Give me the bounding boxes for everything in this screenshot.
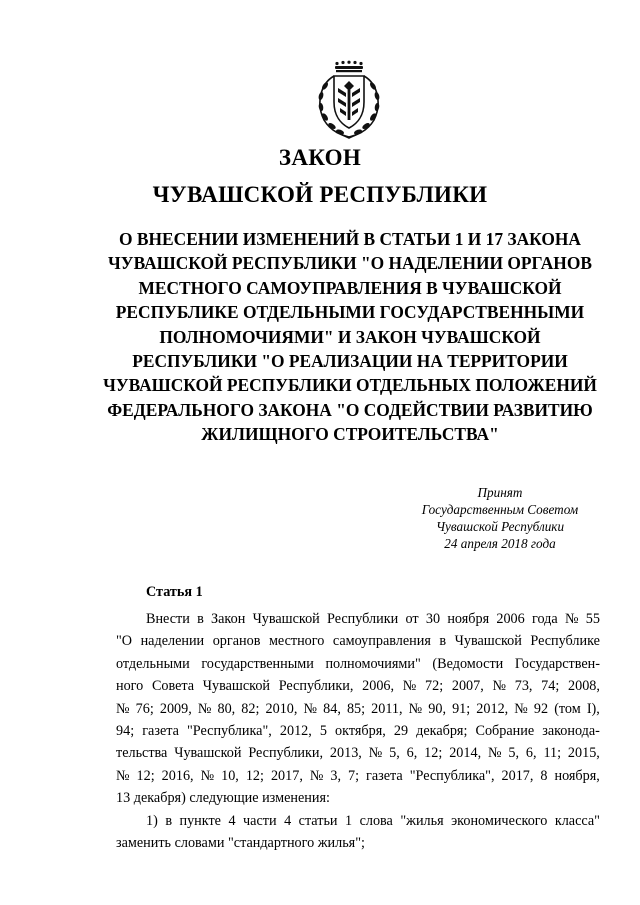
article-word: 2010, — [265, 700, 298, 717]
article-word: (том — [554, 700, 581, 717]
adoption-date: 24 апреля 2018 года — [444, 536, 556, 551]
article-line — [116, 720, 600, 742]
article-word: Республики, — [248, 745, 324, 762]
article-word: 29 — [393, 723, 409, 740]
law-subject-heading — [100, 227, 600, 447]
article-word: 2012, — [279, 723, 312, 740]
article-word: отдельными — [116, 655, 190, 672]
article-word: Чувашской — [454, 633, 522, 650]
article-word: 4 — [284, 812, 292, 829]
article-word: 2008, — [568, 678, 600, 695]
article-word: экономического — [451, 812, 548, 829]
article-word: статьи — [298, 812, 338, 829]
article-word: местного — [268, 633, 325, 650]
article-word: 2016, — [161, 767, 194, 784]
article-word: 13 декабря) следующие изменения: — [116, 790, 330, 807]
subject-line: ФЕДЕРАЛЬНОГО ЗАКОНА "О СОДЕЙСТВИИ РАЗВИТИЮ — [107, 399, 593, 420]
article-word: Республики — [327, 611, 399, 627]
article-word: 74; — [541, 678, 560, 695]
article-word: I), — [586, 700, 600, 717]
article-word: № — [200, 767, 215, 784]
article-line — [116, 608, 600, 630]
article-line — [116, 698, 600, 720]
article-word: ноября — [447, 611, 490, 627]
article-word: 6, — [406, 745, 418, 762]
article-heading: Статья 1 — [146, 584, 203, 600]
article-word: в — [439, 633, 447, 650]
article-word: 1) — [146, 812, 158, 829]
article-word: части — [243, 812, 277, 829]
article-word: № — [487, 745, 502, 762]
article-word: № — [116, 767, 130, 784]
article-word: 55 — [585, 611, 600, 627]
article-line — [116, 787, 600, 809]
subject-line: ЖИЛИЩНОГО СТРОИТЕЛЬСТВА" — [201, 424, 499, 445]
article-line — [116, 742, 600, 764]
article-word: 2011, — [371, 700, 403, 717]
article-word: 5, — [389, 745, 400, 762]
subject-line: ПОЛНОМОЧИЯМИ" И ЗАКОН ЧУВАШСКОЙ — [159, 326, 541, 347]
adoption-label: Принят — [477, 485, 523, 500]
article-line — [116, 653, 600, 675]
article-body — [116, 608, 600, 854]
article-word: пункте — [179, 812, 221, 829]
article-word: газета — [366, 767, 403, 784]
article-word: "жилья — [400, 812, 444, 829]
article-word: 6, — [525, 745, 537, 762]
article-word: органов — [212, 633, 261, 650]
article-word: 85; — [346, 700, 366, 717]
article-word: 10, — [221, 767, 239, 784]
article-word: заменить словами "стандартного жилья"; — [116, 835, 365, 852]
subject-line: МЕСТНОГО САМОУПРАВЛЕНИЯ В ЧУВАШСКОЙ — [138, 277, 562, 298]
article-word: № — [402, 678, 417, 695]
article-word: № — [116, 700, 130, 717]
article-word: 91; — [452, 700, 471, 717]
article-word: Республики, — [278, 678, 354, 695]
article-word: 90, — [428, 700, 446, 717]
article-word: № — [492, 678, 507, 695]
article-word: "Республика", — [187, 723, 272, 740]
article-word: 12; — [245, 767, 264, 784]
article-line — [116, 832, 600, 854]
article-word: газета — [142, 723, 179, 740]
article-word: № — [514, 700, 528, 717]
adoption-body-republic: Чувашской Республики — [435, 519, 565, 534]
article-word: 80, — [217, 700, 236, 717]
article-word: 4 — [228, 812, 236, 829]
article-word: класса" — [554, 812, 600, 829]
article-word: Чувашской — [252, 611, 320, 627]
article-word: № — [408, 700, 423, 717]
article-word: ного — [116, 678, 144, 695]
article-word: 8 — [540, 767, 548, 784]
article-word: 11; — [543, 745, 562, 762]
article-word: 92 — [533, 700, 549, 717]
article-word: 2006, — [362, 678, 395, 695]
article-word: № — [197, 700, 212, 717]
law-title-republic: ЧУВАШСКОЙ РЕСПУБЛИКИ — [152, 182, 488, 207]
article-word: (Ведомости — [432, 655, 504, 672]
article-word: 12; — [424, 745, 443, 762]
article-word: полномочиями" — [325, 655, 421, 672]
article-line — [116, 675, 600, 697]
article-word: Республике — [530, 633, 600, 650]
subject-line: О ВНЕСЕНИИ ИЗМЕНЕНИЙ В СТАТЬИ 1 И 17 ЗАКОНА — [119, 229, 581, 249]
article-word: 72; — [425, 678, 444, 695]
article-word: Чувашской — [202, 678, 270, 695]
article-word: 2017, — [270, 767, 303, 784]
article-word: Собрание — [475, 723, 535, 740]
article-word: ноября, — [554, 767, 600, 784]
article-word: 2007, — [451, 678, 484, 695]
article-word: 2009, — [159, 700, 192, 717]
article-word: самоуправления — [332, 633, 431, 650]
article-word: № — [309, 767, 324, 784]
article-word: наделении — [140, 633, 205, 650]
article-word: 94; — [116, 723, 135, 740]
article-word: 2006 — [496, 611, 525, 627]
subject-line: РЕСПУБЛИКИ "О РЕАЛИЗАЦИИ НА ТЕРРИТОРИИ — [132, 351, 568, 372]
article-word: 1 — [345, 812, 353, 829]
article-word: в — [165, 812, 173, 829]
article-word: Совета — [151, 678, 195, 695]
article-word: 73, — [514, 678, 533, 695]
article-word: Закон — [211, 611, 246, 627]
article-word: от — [405, 611, 419, 627]
article-word: 2015, — [567, 745, 600, 762]
article-word: 12; — [136, 767, 155, 784]
article-word: "Республика", — [409, 767, 495, 784]
article-line — [116, 765, 600, 787]
article-line — [116, 810, 600, 832]
article-word: № — [368, 745, 383, 762]
article-word: октября, — [335, 723, 386, 740]
article-word: 5, — [508, 745, 520, 762]
article-word: 2012, — [476, 700, 509, 717]
article-word: законода- — [542, 723, 600, 740]
article-word: 2014, — [449, 745, 482, 762]
article-line — [116, 630, 600, 652]
article-word: декабря; — [416, 723, 468, 740]
article-word: Внести — [146, 611, 190, 627]
subject-line: РЕСПУБЛИКЕ ОТДЕЛЬНЫМИ ГОСУДАРСТВЕННЫМИ — [115, 302, 585, 323]
adoption-body: Государственным Советом — [421, 502, 579, 517]
article-word: 76; — [135, 700, 154, 717]
article-word: № — [564, 611, 579, 627]
article-word: 2013, — [329, 745, 362, 762]
article-word: Чувашской — [174, 745, 242, 762]
subject-line: ЧУВАШСКОЙ РЕСПУБЛИКИ ОТДЕЛЬНЫХ ПОЛОЖЕНИЙ — [103, 375, 597, 396]
subject-line: ЧУВАШСКОЙ РЕСПУБЛИКИ "О НАДЕЛЕНИИ ОРГАНОВ — [108, 253, 592, 274]
article-word: слова — [359, 812, 393, 829]
article-word: "О — [116, 633, 133, 650]
article-word: 82; — [241, 700, 260, 717]
article-word: в — [197, 611, 204, 627]
article-word: года — [532, 611, 558, 627]
article-word: 5 — [319, 723, 327, 740]
article-word: 2017, — [501, 767, 534, 784]
article-word: тельства — [116, 745, 168, 762]
law-title: ЗАКОН — [278, 145, 362, 170]
article-word: 7; — [348, 767, 360, 784]
article-word: государственными — [201, 655, 314, 672]
article-word: 84, — [323, 700, 341, 717]
adoption-note — [400, 484, 600, 552]
article-word: 30 — [425, 611, 441, 627]
article-word: 3, — [330, 767, 342, 784]
article-word: Государствен- — [514, 655, 600, 672]
chuvash-coat-of-arms-emblem — [312, 60, 386, 140]
article-word: № — [303, 700, 318, 717]
